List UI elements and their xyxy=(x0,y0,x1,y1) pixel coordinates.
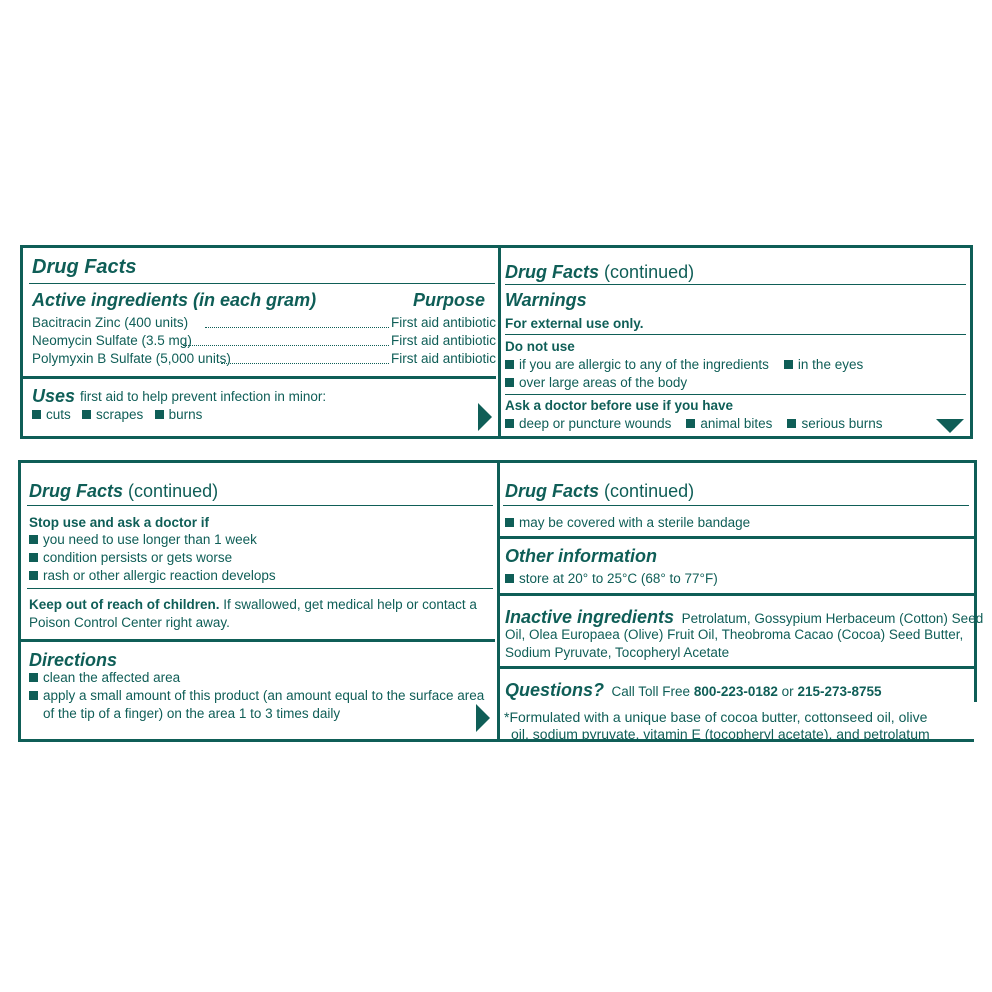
continued-label: (continued) xyxy=(604,262,695,282)
leader-dots xyxy=(183,345,389,346)
other-information-item xyxy=(505,570,718,588)
directions-cont: of the tip of a finger) on the area 1 to 3 times daily xyxy=(43,706,341,721)
ingredient-name: Neomycin Sulfate (3.5 mg) xyxy=(32,333,192,348)
continued-label: (continued) xyxy=(128,481,219,501)
divider xyxy=(27,588,493,589)
ask-item: deep or puncture wounds xyxy=(519,416,672,431)
active-ingredients-heading: Active ingredients (in each gram) xyxy=(32,290,317,310)
bandage-text: may be covered with a sterile bandage xyxy=(519,515,751,530)
stop-use-item xyxy=(29,531,257,549)
bullet-icon xyxy=(686,419,695,428)
bullet-icon xyxy=(29,691,38,700)
bullet-icon xyxy=(505,574,514,583)
leader-dots xyxy=(205,327,389,328)
continue-arrow-icon xyxy=(476,704,490,732)
inactive-ingredients-line-3: Sodium Pyruvate, Tocopheryl Acetate xyxy=(505,645,730,660)
ingredient-purpose: First aid antibiotic xyxy=(391,351,497,366)
phone-number: 800-223-0182 xyxy=(693,684,778,699)
continue-arrow-down-icon xyxy=(936,419,964,433)
warnings-heading: Warnings xyxy=(505,290,587,310)
ask-item: animal bites xyxy=(700,416,773,431)
questions-or: or xyxy=(781,684,794,699)
uses-item: scrapes xyxy=(96,407,144,422)
stop-use-text: rash or other allergic reaction develops xyxy=(43,568,276,583)
uses-list xyxy=(32,406,202,424)
directions-item xyxy=(29,687,484,705)
drug-facts-top-box xyxy=(20,245,973,439)
bullet-icon xyxy=(29,673,38,682)
drug-facts-title-text: Drug Facts xyxy=(505,481,600,501)
do-not-use-line-2 xyxy=(505,374,687,392)
bullet-icon xyxy=(505,518,514,527)
panel-divider xyxy=(498,248,501,436)
divider xyxy=(505,394,966,395)
divider xyxy=(27,505,493,506)
directions-text: clean the affected area xyxy=(43,670,181,685)
questions-line xyxy=(505,678,882,702)
uses-heading: Uses xyxy=(32,386,76,406)
do-not-use-line-1 xyxy=(505,356,863,374)
keep-out-text: If swallowed, get medical help or contact a xyxy=(223,597,477,612)
continued-label: (continued) xyxy=(604,481,695,501)
ingredient-name: Polymyxin B Sulfate (5,000 units) xyxy=(32,351,231,366)
keep-out-of-reach xyxy=(29,596,477,614)
other-information-heading: Other information xyxy=(505,546,657,566)
stop-use-item xyxy=(29,549,232,567)
keep-out-bold: Keep out of reach of children. xyxy=(29,597,220,612)
bullet-icon xyxy=(32,410,41,419)
bullet-icon xyxy=(505,419,514,428)
divider xyxy=(23,376,496,379)
divider xyxy=(503,505,969,506)
ask-doctor-list xyxy=(505,415,882,433)
bullet-icon xyxy=(787,419,796,428)
drug-facts-title xyxy=(29,479,218,503)
bullet-icon xyxy=(155,410,164,419)
purpose-heading: Purpose xyxy=(412,290,485,310)
ask-doctor-heading: Ask a doctor before use if you have xyxy=(505,398,734,413)
stop-use-text: you need to use longer than 1 week xyxy=(43,532,257,547)
divider xyxy=(505,334,966,335)
phone-number: 215-273-8755 xyxy=(797,684,882,699)
footnote-line-2: oil, sodium pyruvate, vitamin E (tocopheryl acetate), and petrolatum xyxy=(511,726,930,742)
do-not-use-heading: Do not use xyxy=(505,339,575,354)
stop-use-heading: Stop use and ask a doctor if xyxy=(29,515,210,530)
bullet-icon xyxy=(505,360,514,369)
divider xyxy=(498,536,974,539)
bandage-item xyxy=(505,514,750,532)
drug-facts-bottom-box xyxy=(18,460,984,742)
uses-text: first aid to help prevent infection in minor: xyxy=(80,389,327,404)
do-not-use-item: over large areas of the body xyxy=(519,375,688,390)
drug-facts-title-text: Drug Facts xyxy=(505,262,600,282)
inactive-ingredients-text: Petrolatum, Gossypium Herbaceum (Cotton) Seed xyxy=(681,611,984,626)
do-not-use-item: in the eyes xyxy=(797,357,864,372)
ingredient-name: Bacitracin Zinc (400 units) xyxy=(32,315,189,330)
divider xyxy=(498,593,974,596)
bullet-icon xyxy=(505,378,514,387)
inactive-ingredients-heading: Inactive ingredients xyxy=(505,607,675,627)
directions-text: apply a small amount of this product (an amount equal to the surface area xyxy=(43,688,485,703)
bullet-icon xyxy=(29,535,38,544)
drug-facts-title xyxy=(505,260,694,284)
stop-use-item xyxy=(29,567,276,585)
ask-item: serious burns xyxy=(801,416,883,431)
inactive-ingredients-line-2: Oil, Olea Europaea (Olive) Fruit Oil, Theobroma Cacao (Cocoa) Seed Butter, xyxy=(505,627,964,642)
divider xyxy=(498,666,974,669)
bullet-icon xyxy=(29,571,38,580)
do-not-use-item: if you are allergic to any of the ingredients xyxy=(519,357,769,372)
external-use-text: For external use only. xyxy=(505,316,644,331)
uses-item: cuts xyxy=(46,407,71,422)
divider xyxy=(505,284,966,285)
divider xyxy=(21,639,495,642)
ingredient-purpose: First aid antibiotic xyxy=(391,333,497,348)
uses-item: burns xyxy=(168,407,203,422)
divider xyxy=(29,283,495,284)
other-information-text: store at 20° to 25°C (68° to 77°F) xyxy=(519,571,718,586)
drug-facts-title: Drug Facts xyxy=(32,256,137,278)
directions-item xyxy=(29,669,180,687)
bullet-icon xyxy=(29,553,38,562)
questions-text: Call Toll Free xyxy=(611,684,691,699)
continue-arrow-icon xyxy=(478,403,492,431)
keep-out-text-2: Poison Control Center right away. xyxy=(29,615,230,630)
footnote-line-1: *Formulated with a unique base of cocoa butter, cottonseed oil, olive xyxy=(504,709,928,725)
stop-use-text: condition persists or gets worse xyxy=(43,550,233,565)
ingredient-purpose: First aid antibiotic xyxy=(391,315,497,330)
questions-heading: Questions? xyxy=(505,680,605,700)
bullet-icon xyxy=(784,360,793,369)
drug-facts-title xyxy=(505,479,694,503)
directions-heading: Directions xyxy=(29,650,118,670)
drug-facts-title-text: Drug Facts xyxy=(29,481,124,501)
bullet-icon xyxy=(82,410,91,419)
leader-dots xyxy=(221,363,389,364)
